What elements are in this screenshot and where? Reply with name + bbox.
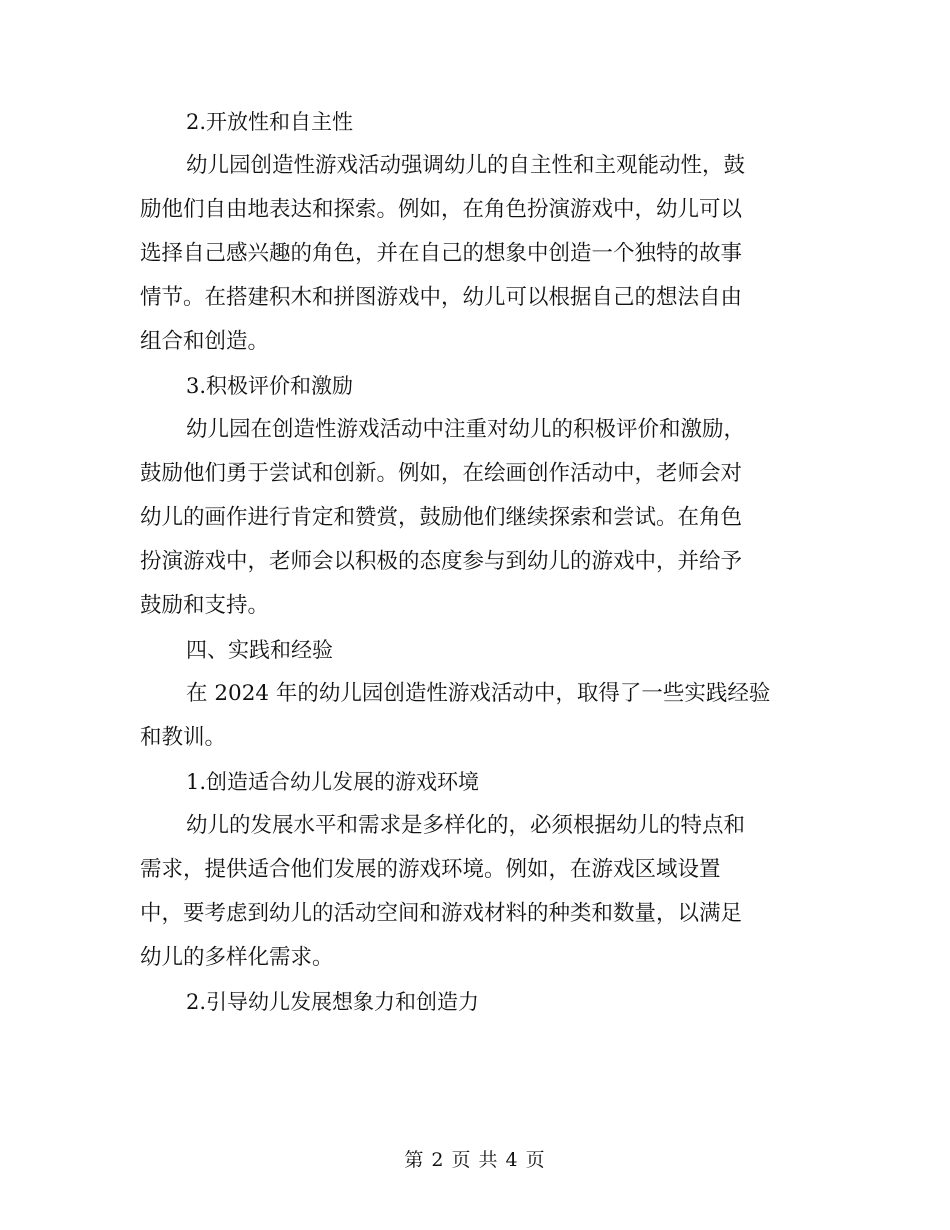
paragraph-line: 和教训。: [140, 725, 227, 750]
section-heading: 3.积极评价和激励: [186, 374, 354, 398]
paragraph-line: 幼儿的发展水平和需求是多样化的，必须根据幼儿的特点和: [186, 813, 746, 838]
paragraph: [140, 408, 820, 628]
paragraph-line: 情节。在搭建积木和拼图游戏中，幼儿可以根据自己的想法自由: [140, 285, 743, 310]
paragraph-line: 幼儿的画作进行肯定和赞赏，鼓励他们继续探索和尝试。在角色: [140, 505, 743, 530]
section-heading: 1.创造适合幼儿发展的游戏环境: [186, 770, 480, 794]
section-heading: 四、实践和经验: [186, 638, 333, 662]
document-body: [140, 100, 820, 1024]
section-heading: 2.引导幼儿发展想象力和创造力: [186, 990, 480, 1014]
paragraph-line: 幼儿园创造性游戏活动强调幼儿的自主性和主观能动性，鼓: [186, 153, 746, 178]
paragraph-line: 鼓励和支持。: [140, 593, 270, 618]
paragraph-line: 幼儿园在创造性游戏活动中注重对幼儿的积极评价和激励，: [186, 417, 746, 442]
paragraph-line: 扮演游戏中，老师会以积极的态度参与到幼儿的游戏中，并给予: [140, 549, 743, 574]
paragraph-line: 励他们自由地表达和探索。例如，在角色扮演游戏中，幼儿可以: [140, 197, 743, 222]
paragraph: [140, 672, 820, 760]
paragraph-line: 中，要考虑到幼儿的活动空间和游戏材料的种类和数量，以满足: [140, 901, 743, 926]
paragraph-line: 需求，提供适合他们发展的游戏环境。例如，在游戏区域设置: [140, 857, 721, 882]
paragraph: [140, 144, 820, 364]
paragraph-line: 选择自己感兴趣的角色，并在自己的想象中创造一个独特的故事: [140, 241, 743, 266]
paragraph-line: 幼儿的多样化需求。: [140, 945, 334, 970]
paragraph-line: 组合和创造。: [140, 329, 270, 354]
paragraph-line: 鼓励他们勇于尝试和创新。例如，在绘画创作活动中，老师会对: [140, 461, 743, 486]
paragraph-line: 在 2024 年的幼儿园创造性游戏活动中，取得了一些实践经验: [186, 681, 771, 706]
paragraph: [140, 804, 820, 980]
page-footer: 第 2 页 共 4 页: [404, 1149, 546, 1171]
section-heading: 2.开放性和自主性: [186, 110, 354, 134]
